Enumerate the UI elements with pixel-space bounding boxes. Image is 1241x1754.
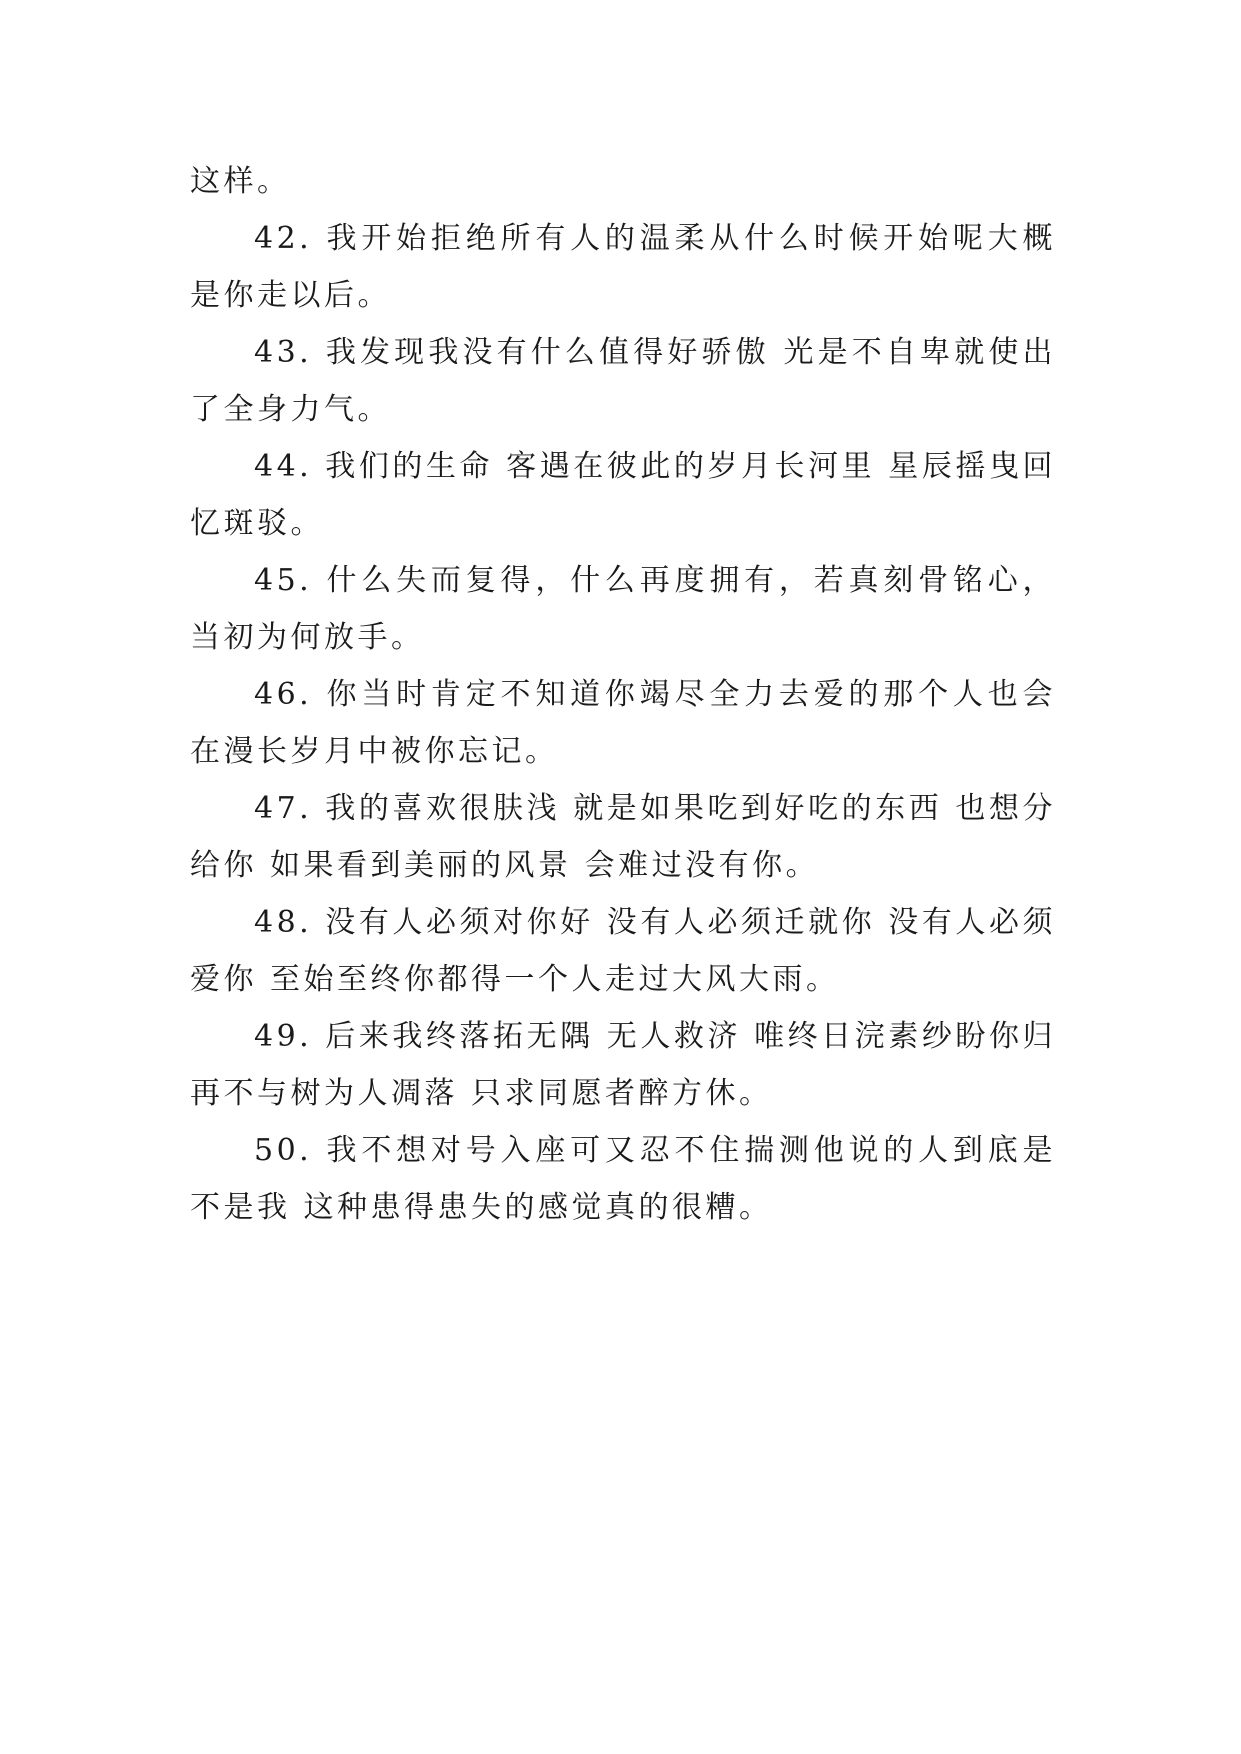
paragraph-item-47: 47. 我的喜欢很肤浅 就是如果吃到好吃的东西 也想分给你 如果看到美丽的风景 会难过没有你。 bbox=[190, 791, 1056, 883]
paragraph-item-49: 49. 后来我终落拓无隅 无人救济 唯终日浣素纱盼你归 再不与树为人凋落 只求同愿者醉方休。 bbox=[190, 1019, 1056, 1111]
paragraph-item-50: 50. 我不想对号入座可又忍不住揣测他说的人到底是不是我 这种患得患失的感觉真的很糟。 bbox=[190, 1133, 1056, 1225]
paragraph-item-48: 48. 没有人必须对你好 没有人必须迁就你 没有人必须爱你 至始至终你都得一个人走过大风大雨。 bbox=[190, 905, 1056, 997]
paragraph-item-45: 45. 什么失而复得，什么再度拥有，若真刻骨铭心，当初为何放手。 bbox=[190, 563, 1056, 655]
paragraph-item-42: 42. 我开始拒绝所有人的温柔从什么时候开始呢大概是你走以后。 bbox=[190, 221, 1056, 313]
paragraph-continuation: 这样。 bbox=[190, 164, 291, 199]
paragraph-item-46: 46. 你当时肯定不知道你竭尽全力去爱的那个人也会在漫长岁月中被你忘记。 bbox=[190, 677, 1056, 769]
document-body bbox=[190, 153, 1056, 1236]
paragraph-item-44: 44. 我们的生命 客遇在彼此的岁月长河里 星辰摇曳回忆斑驳。 bbox=[190, 449, 1056, 541]
paragraph-item-43: 43. 我发现我没有什么值得好骄傲 光是不自卑就使出了全身力气。 bbox=[190, 335, 1056, 427]
